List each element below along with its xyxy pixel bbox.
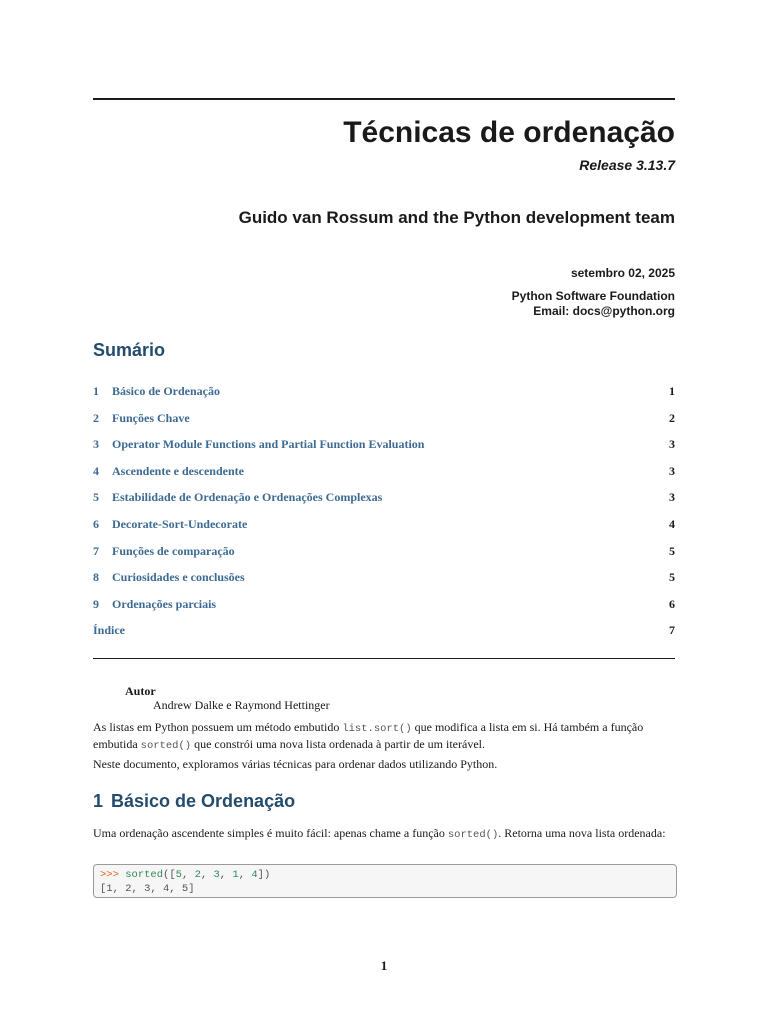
- toc-entry-page: 3: [669, 490, 675, 505]
- intro-text: que constrói uma nova lista ordenada à partir de um iterável.: [191, 737, 485, 751]
- toc-entry[interactable]: [93, 384, 675, 411]
- toc-entry-page: 5: [669, 543, 675, 558]
- toc-entry-page: 3: [669, 463, 675, 478]
- intro-paragraph: [93, 720, 675, 754]
- organization: Python Software Foundation: [511, 289, 675, 303]
- code-function: sorted: [125, 869, 164, 881]
- toc-heading: Sumário: [93, 340, 166, 360]
- toc-entry-link[interactable]: Ascendente e descendente: [112, 463, 244, 478]
- toc-entry-page: 1: [669, 384, 675, 398]
- toc-entry-page: 7: [669, 623, 675, 638]
- section-heading: [93, 791, 295, 812]
- code-number: 3: [213, 869, 220, 881]
- code-number: 2: [194, 869, 201, 881]
- toc-entry-link[interactable]: Ordenações parciais: [112, 596, 217, 611]
- code-number: 1: [232, 869, 239, 881]
- intro-text: que modifica a lista em si. Há também a função embutida: [93, 720, 644, 751]
- toc-entry-link[interactable]: Básico de Ordenação: [112, 384, 220, 398]
- author-label: Autor: [125, 684, 156, 698]
- toc-entry-link[interactable]: Índice: [93, 623, 126, 638]
- inline-code-sorted: sorted(): [447, 829, 499, 841]
- toc-entry-number: 4: [93, 463, 99, 478]
- inline-code-sorted: sorted(): [140, 740, 192, 752]
- toc-entry[interactable]: [93, 570, 675, 597]
- toc-entry-link[interactable]: Decorate-Sort-Undecorate: [112, 516, 248, 531]
- intro-paragraph-2: Neste documento, exploramos várias técnicas para ordenar dados utilizando Python.: [93, 757, 498, 771]
- inline-code-list-sort: list.sort(): [342, 723, 412, 735]
- code-number: 4: [251, 869, 258, 881]
- toc-entry-number: 6: [93, 516, 99, 531]
- section-number: 1: [93, 791, 104, 811]
- toc-entry-number: 5: [93, 490, 99, 505]
- author-names: Andrew Dalke e Raymond Hettinger: [153, 698, 330, 712]
- code-block[interactable]: [93, 864, 677, 898]
- code-number: 5: [175, 869, 182, 881]
- section-paragraph: [93, 826, 675, 843]
- code-punctuation: ]): [257, 869, 271, 881]
- toc-entry-link[interactable]: Curiosidades e conclusões: [112, 570, 245, 585]
- toc-entry[interactable]: [93, 411, 675, 438]
- toc-entry-number: 2: [93, 410, 99, 425]
- toc-entry[interactable]: [93, 490, 675, 517]
- toc-entry-page: 5: [669, 570, 675, 585]
- toc-entry[interactable]: [93, 623, 675, 650]
- toc-entry-number: 3: [93, 437, 99, 452]
- page-number: 1: [380, 958, 388, 973]
- code-prompt: >>>: [100, 869, 119, 881]
- toc-entry-link[interactable]: Operator Module Functions and Partial Function Evaluation: [112, 437, 425, 452]
- toc-entry[interactable]: [93, 597, 675, 624]
- publication-date: setembro 02, 2025: [570, 266, 675, 280]
- section-text: Uma ordenação ascendente simples é muito fácil: apenas chame a função: [93, 826, 448, 840]
- toc-entry-link[interactable]: Funções Chave: [112, 410, 190, 425]
- release-label: Release 3.13.7: [579, 157, 675, 173]
- toc-entry[interactable]: [93, 517, 675, 544]
- authors: Guido van Rossum and the Python development team: [238, 208, 675, 227]
- toc-entry[interactable]: [93, 437, 675, 464]
- toc-entry[interactable]: [93, 464, 675, 491]
- toc-entry-page: 2: [669, 410, 675, 425]
- table-of-contents: [93, 384, 675, 650]
- section-title: Básico de Ordenação: [111, 791, 296, 811]
- toc-entry-page: 6: [669, 596, 675, 611]
- code-line-input: >>> sorted([5, 2, 3, 1, 4]): [100, 869, 271, 881]
- intro-text: As listas em Python possuem um método embutido: [93, 720, 343, 734]
- toc-entry-link[interactable]: Funções de comparação: [112, 543, 235, 558]
- code-punctuation: ([: [163, 869, 176, 881]
- document-title: Técnicas de ordenação: [343, 116, 675, 149]
- code-line-output: [1, 2, 3, 4, 5]: [100, 883, 195, 895]
- toc-entry-number: 7: [93, 543, 99, 558]
- toc-entry-number: 8: [93, 570, 99, 585]
- toc-entry-number: 9: [93, 596, 99, 611]
- toc-entry-page: 4: [669, 516, 675, 531]
- contact-email: Email: docs@python.org: [533, 304, 675, 318]
- toc-entry-number: 1: [93, 384, 99, 398]
- toc-entry-link[interactable]: Estabilidade de Ordenação e Ordenações Complexas: [112, 490, 383, 505]
- toc-entry[interactable]: [93, 544, 675, 571]
- toc-entry-page: 3: [669, 437, 675, 452]
- section-text: . Retorna uma nova lista ordenada:: [498, 826, 666, 840]
- toc-bottom-rule: [93, 658, 675, 659]
- top-rule: [93, 98, 675, 100]
